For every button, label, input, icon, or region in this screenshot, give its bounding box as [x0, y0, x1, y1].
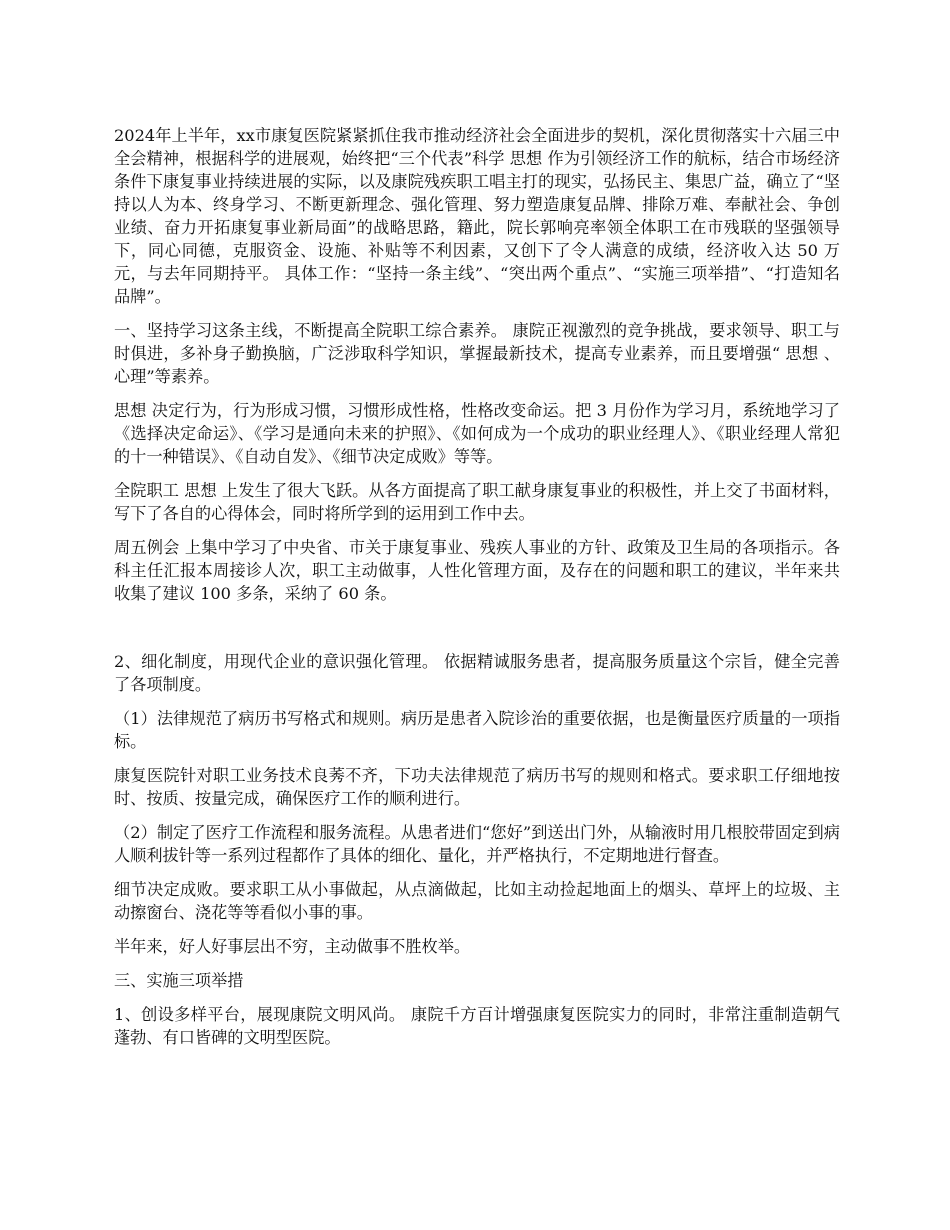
paragraph-section-1: 一、坚持学习这条主线，不断提高全院职工综合素养。 康院正视激烈的竞争挑战，要求领导、职工与时俱进，多补身子勤换脑，广泛涉取科学知识，掌握最新技术，提高专业素养，而且要增强“ 思想 、心理”等素养。	[114, 321, 840, 386]
paragraph-section-2: 2、细化制度，用现代企业的意识强化管理。 依据精诚服务患者，提高服务质量这个宗旨，健全完善了各项制度。	[114, 652, 840, 694]
paragraph-good-deeds: 半年来，好人好事层出不穷，主动做事不胜枚举。	[114, 937, 471, 956]
paragraph-section-3-heading: 三、实施三项举措	[114, 971, 244, 990]
paragraph-records: 康复医院针对职工业务技术良莠不齐，下功夫法律规范了病历书写的规则和格式。要求职工仔细地按时、按质、按量完成，确保医疗工作的顺利进行。	[114, 766, 840, 808]
paragraph-item-2: （2）制定了医疗工作流程和服务流程。从患者进们“您好”到送出门外，从输液时用几根胶带固定到病人顺利拔针等一系列过程都作了具体的细化、量化，并严格执行，不定期地进行督查。	[114, 823, 840, 865]
section-spacer	[114, 616, 840, 650]
paragraph-details: 细节决定成败。要求职工从小事做起，从点滴做起，比如主动捡起地面上的烟头、草坪上的垃圾、主动擦窗台、浇花等等看似小事的事。	[114, 880, 840, 922]
paragraph-platforms: 1、创设多样平台，展现康院文明风尚。 康院千方百计增强康复医院实力的同时，非常注重制造朝气蓬勃、有口皆碑的文明型医院。	[114, 1005, 840, 1047]
paragraph-friday-meeting: 周五例会 上集中学习了中央省、市关于康复事业、残疾人事业的方针、政策及卫生局的各项指示。各科主任汇报本周接诊人次，职工主动做事，人性化管理方面，及存在的问题和职工的建议，半年来共收集了建议 100 多条，采纳了 60 条。	[114, 538, 840, 603]
document-page	[114, 124, 840, 1060]
paragraph-item-1: （1）法律规范了病历书写格式和规则。病历是患者入院诊治的重要依据，也是衡量医疗质量的一项指标。	[114, 709, 840, 751]
paragraph-staff: 全院职工 思想 上发生了很大飞跃。从各方面提高了职工献身康复事业的积极性，并上交了书面材料，写下了各自的心得体会，同时将所学到的运用到工作中去。	[114, 481, 840, 523]
paragraph-intro: 2024年上半年，xx市康复医院紧紧抓住我市推动经济社会全面进步的契机，深化贯彻落实十六届三中全会精神，根据科学的进展观，始终把“三个代表”科学 思想 作为引领经济工作的航标，结合市场经济条件下康复事业持续进展的实际，以及康院残疾职工唱主打的现实，弘扬民主、集思广益，确立了“坚持以人为本、终身学习、不断更新理念、强化管理、努力塑造康复品牌、排除万难、奉献社会、争创业绩、奋力开拓康复事业新局面”的战略思路，籍此，院长郭响亮率领全体职工在市残联的坚强领导下，同心同德，克服资金、设施、补贴等不利因素，又创下了令人满意的成绩，经济收入达 50 万元，与去年同期持平。 具体工作：“坚持一条主线”、“突出两个重点”、“实施三项举措”、“打造知名品牌”。	[114, 126, 840, 306]
paragraph-thought: 思想 决定行为，行为形成习惯，习惯形成性格，性格改变命运。把 3 月份作为学习月，系统地学习了《选择决定命运》、《学习是通向未来的护照》、《如何成为一个成功的职业经理人》、《职业经理人常犯的十一种错误》、《自动自发》、《细节决定成败》等等。	[114, 401, 840, 466]
